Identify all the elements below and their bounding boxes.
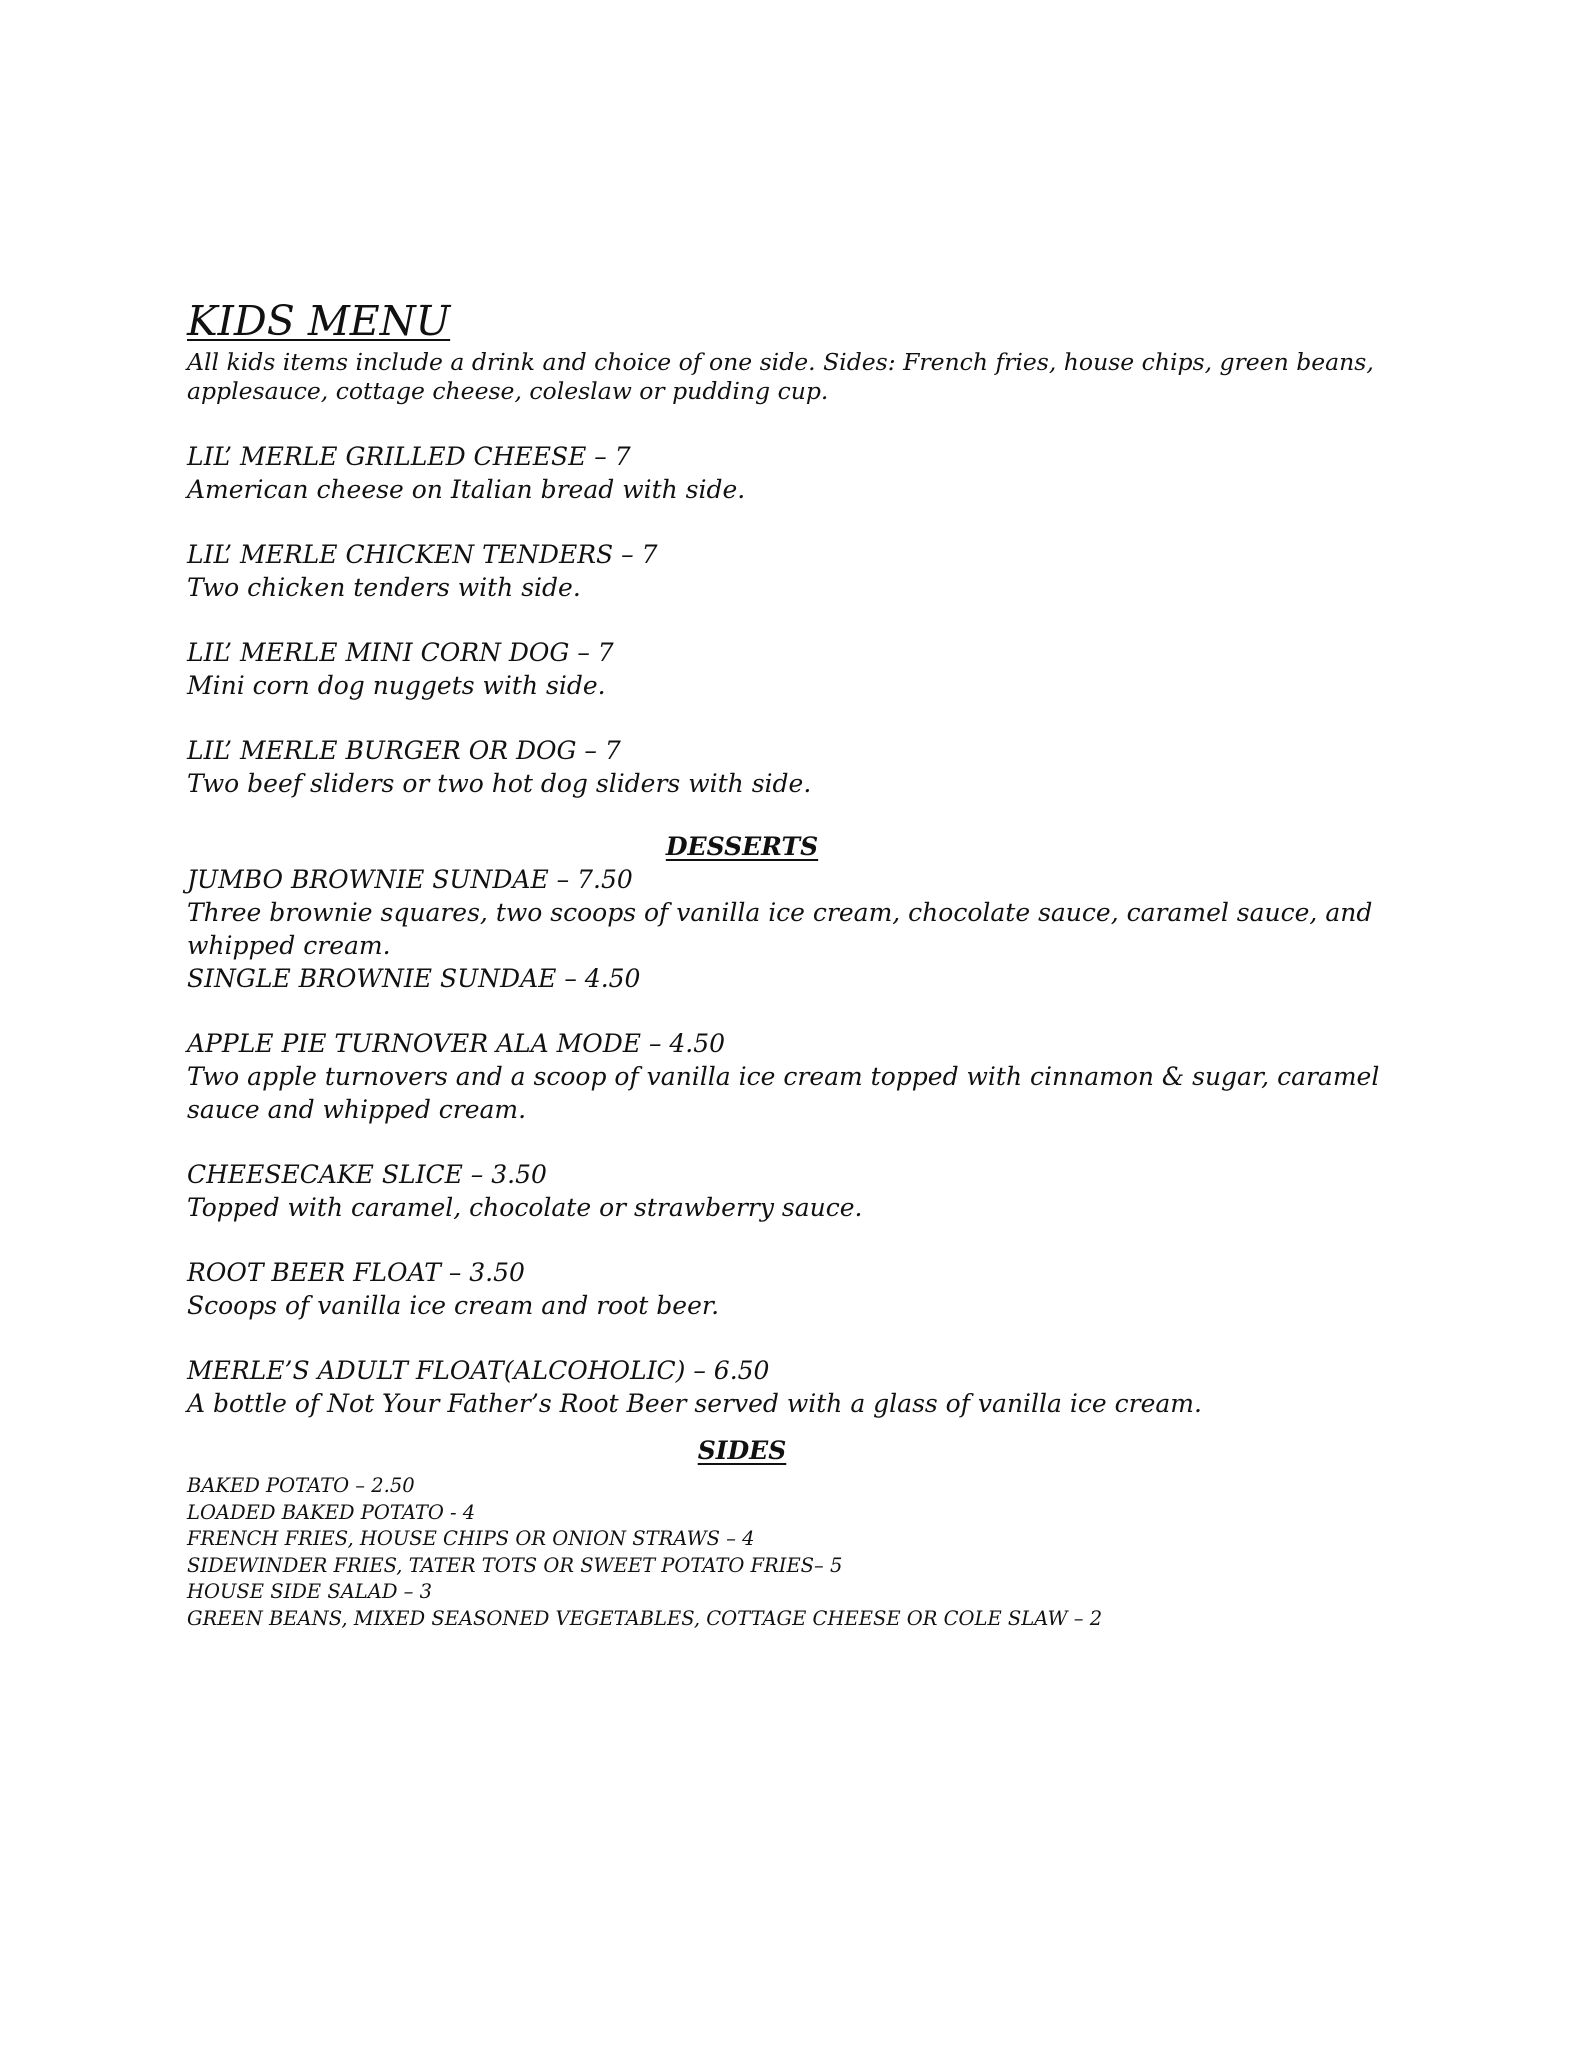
sides-heading [187, 1434, 1417, 1467]
menu-item [187, 863, 1417, 962]
menu-item [187, 440, 1417, 506]
item-description: Scoops of vanilla ice cream and root beer. [187, 1291, 720, 1320]
menu-item [187, 636, 1417, 702]
menu-item [187, 1027, 1417, 1126]
item-description: Topped with caramel, chocolate or strawberry sauce. [187, 1193, 863, 1222]
item-name: MERLE’S ADULT FLOAT(ALCOHOLIC) – 6.50 [187, 1356, 770, 1385]
item-name: LIL’ MERLE BURGER OR DOG – 7 [187, 736, 621, 765]
menu-item [187, 1158, 1417, 1224]
item-name: CHEESECAKE SLICE – 3.50 [187, 1160, 547, 1189]
item-name: JUMBO BROWNIE SUNDAE – 7.50 [187, 865, 633, 894]
menu-item [187, 962, 1417, 995]
item-description: Two chicken tenders with side. [187, 573, 581, 602]
item-description: Two apple turnovers and a scoop of vanilla ice cream topped with cinnamon & sugar, caramel sauce and whipped cream. [187, 1062, 1380, 1124]
menu-item [187, 1256, 1417, 1322]
sides-list [187, 1473, 1417, 1632]
desserts-heading-text: DESSERTS [665, 832, 819, 861]
item-name: LIL’ MERLE MINI CORN DOG – 7 [187, 638, 614, 667]
item-description: American cheese on Italian bread with side. [187, 475, 746, 504]
sides-section [187, 1434, 1417, 1632]
item-name: SINGLE BROWNIE SUNDAE – 4.50 [187, 964, 641, 993]
list-item: HOUSE SIDE SALAD – 3 [187, 1580, 433, 1603]
menu-page [187, 296, 1417, 1632]
item-description: Mini corn dog nuggets with side. [187, 671, 606, 700]
list-item: LOADED BAKED POTATO - 4 [187, 1500, 476, 1524]
kids-items [187, 440, 1417, 800]
list-item: BAKED POTATO – 2.50 [187, 1474, 415, 1497]
kids-intro: All kids items include a drink and choice of one side. Sides: French fries, house chips, green beans, applesauce, cottage cheese, coleslaw or pudding cup. [187, 348, 1374, 405]
item-name: LIL’ MERLE CHICKEN TENDERS – 7 [187, 540, 658, 569]
desserts-section [187, 830, 1417, 1420]
menu-item [187, 734, 1417, 800]
list-item: FRENCH FRIES, HOUSE CHIPS OR ONION STRAWS – 4 [187, 1527, 755, 1550]
menu-item [187, 1354, 1417, 1420]
item-description: A bottle of Not Your Father’s Root Beer served with a glass of vanilla ice cream. [187, 1389, 1202, 1418]
item-description: Three brownie squares, two scoops of vanilla ice cream, chocolate sauce, caramel sauce, and whipped cream. [187, 898, 1373, 960]
page-title: KIDS MENU [187, 297, 451, 345]
desserts-heading [187, 830, 1417, 863]
list-item: SIDEWINDER FRIES, TATER TOTS OR SWEET POTATO FRIES– 5 [187, 1553, 843, 1577]
item-name: APPLE PIE TURNOVER ALA MODE – 4.50 [187, 1029, 726, 1058]
item-name: LIL’ MERLE GRILLED CHEESE – 7 [187, 442, 631, 471]
sides-heading-text: SIDES [697, 1436, 787, 1465]
item-description: Two beef sliders or two hot dog sliders with side. [187, 769, 812, 798]
item-name: ROOT BEER FLOAT – 3.50 [187, 1258, 525, 1287]
menu-item [187, 538, 1417, 604]
list-item: GREEN BEANS, MIXED SEASONED VEGETABLES, COTTAGE CHEESE OR COLE SLAW – 2 [187, 1606, 1103, 1630]
